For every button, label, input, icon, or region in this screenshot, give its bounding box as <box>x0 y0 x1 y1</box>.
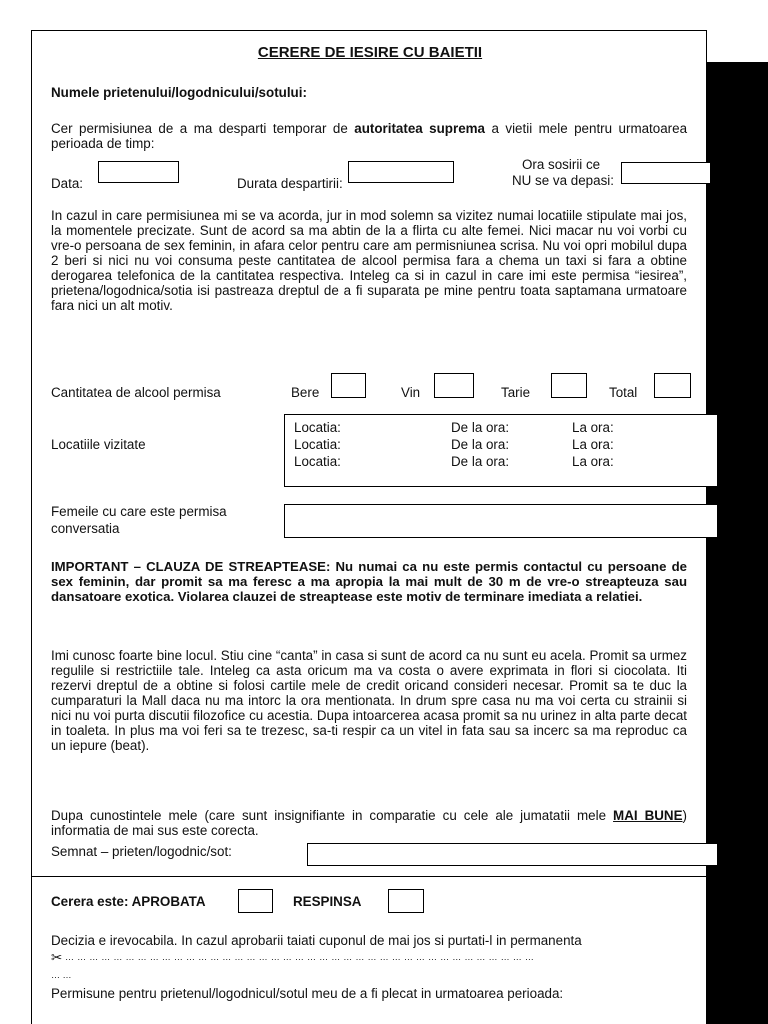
wine-field[interactable] <box>434 373 474 398</box>
duration-field[interactable] <box>348 161 454 183</box>
form-page <box>31 30 707 1024</box>
location-label: Locatia: <box>294 454 341 469</box>
cut-line-end: … … <box>51 970 72 980</box>
cut-line: … … … … … … … … … … … … … … … … … … … … … … … … … … … … … … … … … … … … … … … <box>65 952 535 962</box>
approved-checkbox[interactable] <box>238 889 273 913</box>
women-field[interactable] <box>284 504 718 538</box>
friend-name-label: Numele prietenului/logodnicului/sotului: <box>51 85 307 100</box>
date-label: Data: <box>51 176 84 191</box>
duration-label: Durata despartirii: <box>237 176 343 191</box>
signature-field[interactable] <box>307 843 718 866</box>
total-field[interactable] <box>654 373 691 398</box>
to-time-label: La ora: <box>572 420 614 435</box>
striptease-clause: IMPORTANT – CLAUZA DE STREAPTEASE: Nu numai ca nu este permis contactul cu persoane de sex feminin, dar promit sa ma feresc a ma apropia la mai mult de 30 m de vre-o streapteuza sau dansatoare exotica. Violarea clauzei de streaptease este motiv de terminare imediata a relatiei. <box>51 559 687 604</box>
women-label-2: conversatia <box>51 521 120 536</box>
from-time-label: De la ora: <box>451 437 510 452</box>
locations-label: Locatiile vizitate <box>51 437 146 452</box>
return-time-label-1: Ora sosirii ce <box>522 157 601 172</box>
rules-paragraph: Imi cunosc foarte bine locul. Stiu cine “canta” in casa si sunt de acord ca nu sunt eu acela. Promit sa urmez regulile si restrictiile tale. Inteleg ca asta oricum ma va costa o avere exprimata in flori si ciocolata. Iti rezervi dreptul de a obtine si folosi cartile mele de credit oricand consideri necesar. Promit sa te duc la cumparaturi la Mall daca nu ma intorc la ora mentionata. In drum spre casa nu ma voi certa cu strainii si nici nu voi purta discutii filozofice cu acestia. Dupa intoarcerea acasa promit sa nu urinez in alta parte decat in toaleta. In plus ma voi feri sa te trezesc, sa-ti respir ca un vitel in fata sau sa incerc sa ma reproduc ca un iepure (beat). <box>51 648 687 753</box>
rejected-checkbox[interactable] <box>388 889 424 913</box>
return-time-field[interactable] <box>621 162 711 184</box>
approval-label: Cerera este: APROBATA <box>51 894 206 909</box>
spirits-field[interactable] <box>551 373 587 398</box>
beer-label: Bere <box>291 385 320 400</box>
beer-field[interactable] <box>331 373 366 398</box>
from-time-label: De la ora: <box>451 420 510 435</box>
locations-box[interactable] <box>284 414 718 487</box>
total-label: Total <box>609 385 638 400</box>
decision-text: Decizia e irevocabila. In cazul aprobarii taiati cuponul de mai jos si purtati-l in permanenta <box>51 933 582 948</box>
form-title: CERERE DE IESIRE CU BAIETII <box>257 44 483 61</box>
return-time-label-2: NU se va depasi: <box>512 173 614 188</box>
oath-paragraph: In cazul in care permisiunea mi se va acorda, jur in mod solemn sa vizitez numai locatiile stipulate mai jos, la momentele precizate. Sunt de acord sa ma abtin de la a flirta cu alte femei. Nici macar nu voi vorbi cu vre-o persoana de sex feminin, in afara celor pentru care am permisniunea scrisa. Nu voi opri mobilul dupa 2 beri si nici nu voi consuma peste cantitatea de alcool permisa fara a chema un taxi si fara a obtine derogarea telefonica de la cantitatea respectiva. Inteleg ca si in cazul in care imi este permisa “iesirea”, prietena/logodnica/sotia isi pastreaza dreptul de a fi suparata pe mine pentru toata saptamana urmatoare fara nici un alt motiv. <box>51 208 687 313</box>
alcohol-label: Cantitatea de alcool permisa <box>51 385 221 400</box>
scissors-icon: ✂ <box>51 950 63 965</box>
knowledge-statement: Dupa cunostintele mele (care sunt insignifiante in comparatie cu cele ale jumatatii mele MAI BUNE) informatia de mai sus este corecta. <box>51 808 687 838</box>
intro-paragraph: Cer permisiunea de a ma desparti temporar de autoritatea suprema a vietii mele pentru urmatoarea perioada de timp: <box>51 121 688 151</box>
coupon-text: Permisune pentru prietenul/logodnicul/sotul meu de a fi plecat in urmatoarea perioada: <box>51 986 564 1001</box>
wine-label: Vin <box>401 385 421 400</box>
to-time-label: La ora: <box>572 454 614 469</box>
to-time-label: La ora: <box>572 437 614 452</box>
signed-label: Semnat – prieten/logodnic/sot: <box>51 844 232 859</box>
divider <box>32 876 708 877</box>
spirits-label: Tarie <box>501 385 531 400</box>
location-label: Locatia: <box>294 437 341 452</box>
rejected-label: RESPINSA <box>293 894 362 909</box>
from-time-label: De la ora: <box>451 454 510 469</box>
location-label: Locatia: <box>294 420 341 435</box>
page-shadow <box>707 62 768 1024</box>
date-field[interactable] <box>98 161 179 183</box>
women-label-1: Femeile cu care este permisa <box>51 504 227 519</box>
